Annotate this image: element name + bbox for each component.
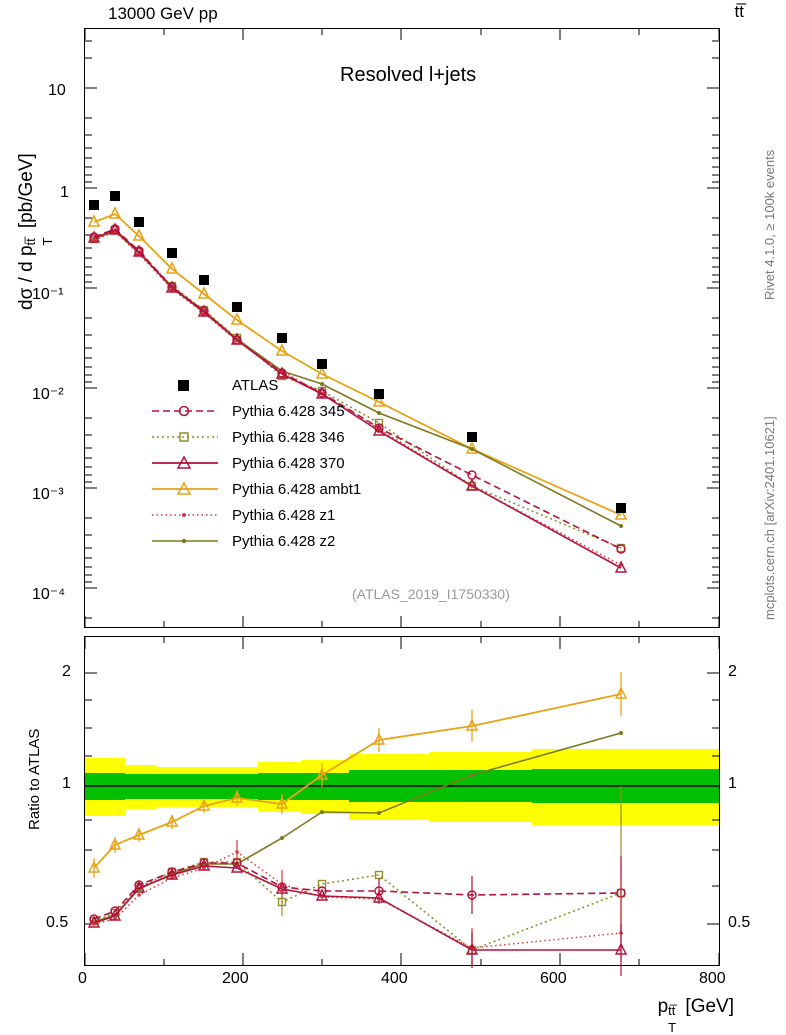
ratio-ytick-2-left: 2 bbox=[62, 663, 71, 680]
beam-label: 13000 GeV pp bbox=[108, 4, 218, 23]
ratio-ytick-1-left: 1 bbox=[62, 775, 71, 792]
main-ytick-1e-2: 10⁻² bbox=[32, 386, 64, 403]
xtick-200: 200 bbox=[222, 970, 249, 987]
process-label: tt̅ bbox=[734, 2, 744, 21]
legend-item-z1[interactable] bbox=[148, 502, 361, 528]
main-ytick-10: 10 bbox=[48, 82, 66, 99]
legend bbox=[148, 372, 361, 554]
legend-marker-ambt1 bbox=[148, 478, 222, 500]
plot-title: Resolved l+jets bbox=[340, 64, 477, 86]
main-ytick-1e-3: 10⁻³ bbox=[32, 486, 64, 503]
main-ytick-1e-1: 10⁻¹ bbox=[32, 286, 64, 303]
legend-marker-atlas bbox=[148, 374, 222, 396]
main-ytick-1e-4: 10⁻⁴ bbox=[32, 586, 66, 603]
legend-label-z1: Pythia 6.428 z1 bbox=[232, 506, 336, 524]
xlabel-post: [GeV] bbox=[680, 996, 734, 1017]
rivet-version-caption: Rivet 4.1.0, ≥ 100k events bbox=[762, 149, 777, 300]
series-370-ratio bbox=[89, 860, 626, 976]
legend-label-z2: Pythia 6.428 z2 bbox=[232, 532, 336, 550]
ylabel-post: [pb/GeV] bbox=[16, 153, 37, 234]
ratio-ytick-05-left: 0.5 bbox=[46, 914, 69, 931]
legend-label-345: Pythia 6.428 345 bbox=[232, 402, 345, 420]
legend-item-370[interactable] bbox=[148, 450, 361, 476]
ratio-yaxis-label: Ratio to ATLAS bbox=[26, 728, 43, 830]
xtick-0: 0 bbox=[78, 970, 87, 987]
ratio-uncertainty-bands bbox=[85, 749, 719, 825]
legend-item-346[interactable] bbox=[148, 424, 361, 450]
xtick-600: 600 bbox=[540, 970, 567, 987]
main-ytick-1: 1 bbox=[60, 184, 69, 201]
legend-item-ambt1[interactable] bbox=[148, 476, 361, 502]
ylabel-sup: tt̅ bbox=[23, 238, 38, 246]
series-z1-ratio bbox=[92, 840, 623, 966]
legend-marker-z1 bbox=[148, 504, 222, 526]
xlabel-sub: T bbox=[668, 1020, 677, 1035]
series-345-ratio bbox=[90, 856, 625, 934]
ylabel-pre: dσ / d p bbox=[16, 245, 37, 310]
legend-item-atlas[interactable] bbox=[148, 372, 361, 398]
xtick-400: 400 bbox=[381, 970, 408, 987]
legend-marker-346 bbox=[148, 426, 222, 448]
legend-marker-345 bbox=[148, 400, 222, 422]
legend-item-345[interactable] bbox=[148, 398, 361, 424]
ratio-ytick-1-right: 1 bbox=[728, 775, 737, 792]
xlabel-pre: p bbox=[657, 996, 669, 1017]
mcplots-caption: mcplots.cern.ch [arXiv:2401.10621] bbox=[762, 416, 777, 620]
legend-marker-z2 bbox=[148, 530, 222, 552]
legend-label-atlas: ATLAS bbox=[232, 376, 279, 394]
xlabel-sup: tt̅ bbox=[668, 1003, 676, 1018]
ratio-ytick-2-right: 2 bbox=[728, 663, 737, 680]
ylabel-sub: T bbox=[40, 237, 55, 246]
legend-label-ambt1: Pythia 6.428 ambt1 bbox=[232, 480, 362, 498]
legend-label-346: Pythia 6.428 346 bbox=[232, 428, 345, 446]
ratio-ytick-05-right: 0.5 bbox=[728, 914, 751, 931]
xtick-800: 800 bbox=[699, 970, 726, 987]
analysis-reference: (ATLAS_2019_I1750330) bbox=[352, 586, 510, 602]
legend-label-370: Pythia 6.428 370 bbox=[232, 454, 345, 472]
legend-marker-370 bbox=[148, 452, 222, 474]
legend-item-z2[interactable] bbox=[148, 528, 361, 554]
